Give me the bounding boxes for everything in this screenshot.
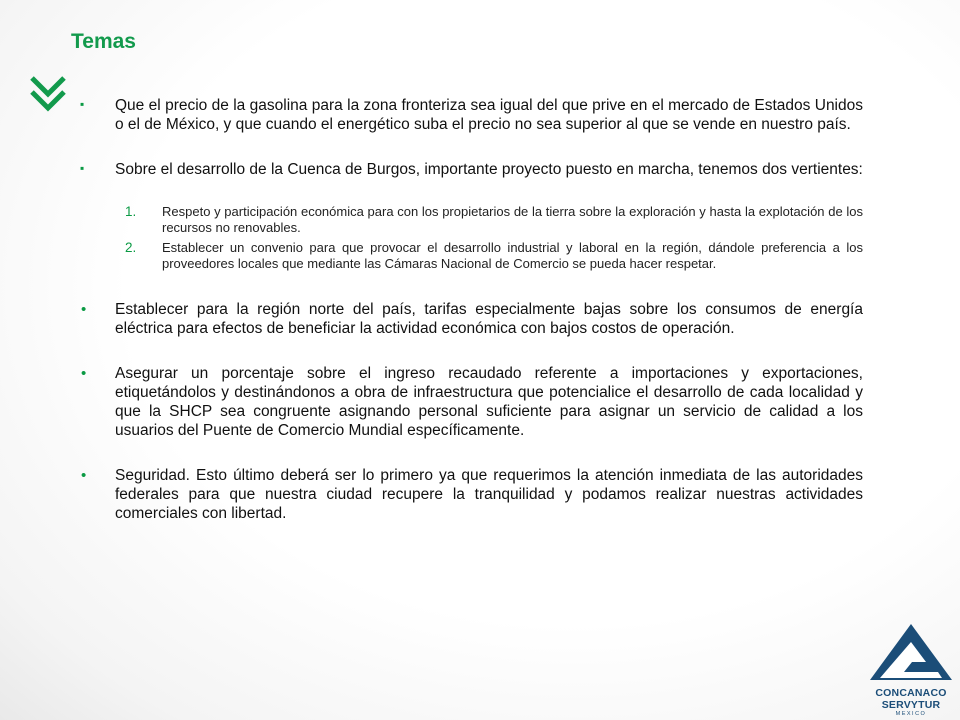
bullet-item bbox=[80, 160, 863, 179]
logo-line-1: CONCANACO bbox=[875, 687, 947, 699]
slide-title: Temas bbox=[71, 30, 136, 53]
bullet-text: Establecer para la región norte del país, tarifas especialmente bajas sobre los consumos de energía eléctrica para efectos de beneficiar la actividad económica con bajos costos de operación. bbox=[115, 301, 863, 337]
round-bullet-icon: • bbox=[81, 365, 87, 382]
logo-mark-icon bbox=[868, 622, 954, 682]
logo-line-3: MEXICO bbox=[895, 711, 927, 717]
bullet-item bbox=[80, 466, 863, 523]
bullet-text: Seguridad. Esto último deberá ser lo primero ya que requerimos la atención inmediata de las autoridades federales para que nuestra ciudad recupere la tranquilidad y podamos realizar nuestras actividades comerciales con libertad. bbox=[115, 467, 863, 522]
slide-content bbox=[80, 96, 863, 523]
round-bullet-icon: • bbox=[81, 301, 87, 318]
double-chevron-down-icon bbox=[28, 72, 68, 114]
round-bullet-icon: • bbox=[81, 467, 87, 484]
bullet-text: Sobre el desarrollo de la Cuenca de Burgos, importante proyecto puesto en marcha, tenemos dos vertientes: bbox=[115, 161, 863, 178]
bullet-item bbox=[80, 300, 863, 338]
bullet-item bbox=[80, 96, 863, 134]
numbered-item bbox=[80, 240, 863, 272]
item-number: 2. bbox=[125, 240, 137, 255]
bullet-item bbox=[80, 364, 863, 440]
numbered-item bbox=[80, 204, 863, 236]
square-bullet-icon: ▪ bbox=[80, 161, 85, 175]
numbered-item-text: Respeto y participación económica para con los propietarios de la tierra sobre la exploración y hasta la explotación de los recursos no renovables. bbox=[162, 204, 863, 235]
bullet-text: Que el precio de la gasolina para la zona fronteriza sea igual del que prive en el mercado de Estados Unidos o el de México, y que cuando el energético suba el precio no sea superior al que se vende en nuestro país. bbox=[115, 97, 863, 133]
concanaco-logo bbox=[868, 622, 954, 717]
numbered-item-text: Establecer un convenio para que provocar el desarrollo industrial y laboral en la región, dándole preferencia a los proveedores locales que mediante las Cámaras Nacional de Comercio se pueda hacer respetar. bbox=[162, 240, 863, 271]
square-bullet-icon: ▪ bbox=[80, 97, 85, 111]
item-number: 1. bbox=[125, 204, 137, 219]
bullet-text: Asegurar un porcentaje sobre el ingreso recaudado referente a importaciones y exportaciones, etiquetándolos y destinándonos a obra de infraestructura que potencialice el desarrollo de cada localidad y que la SHCP sea congruente asignando personal suficiente para asignar un servicio de calidad a los usuarios del Puente de Comercio Mundial específicamente. bbox=[115, 365, 863, 439]
logo-line-2: SERVYTUR bbox=[881, 699, 941, 711]
